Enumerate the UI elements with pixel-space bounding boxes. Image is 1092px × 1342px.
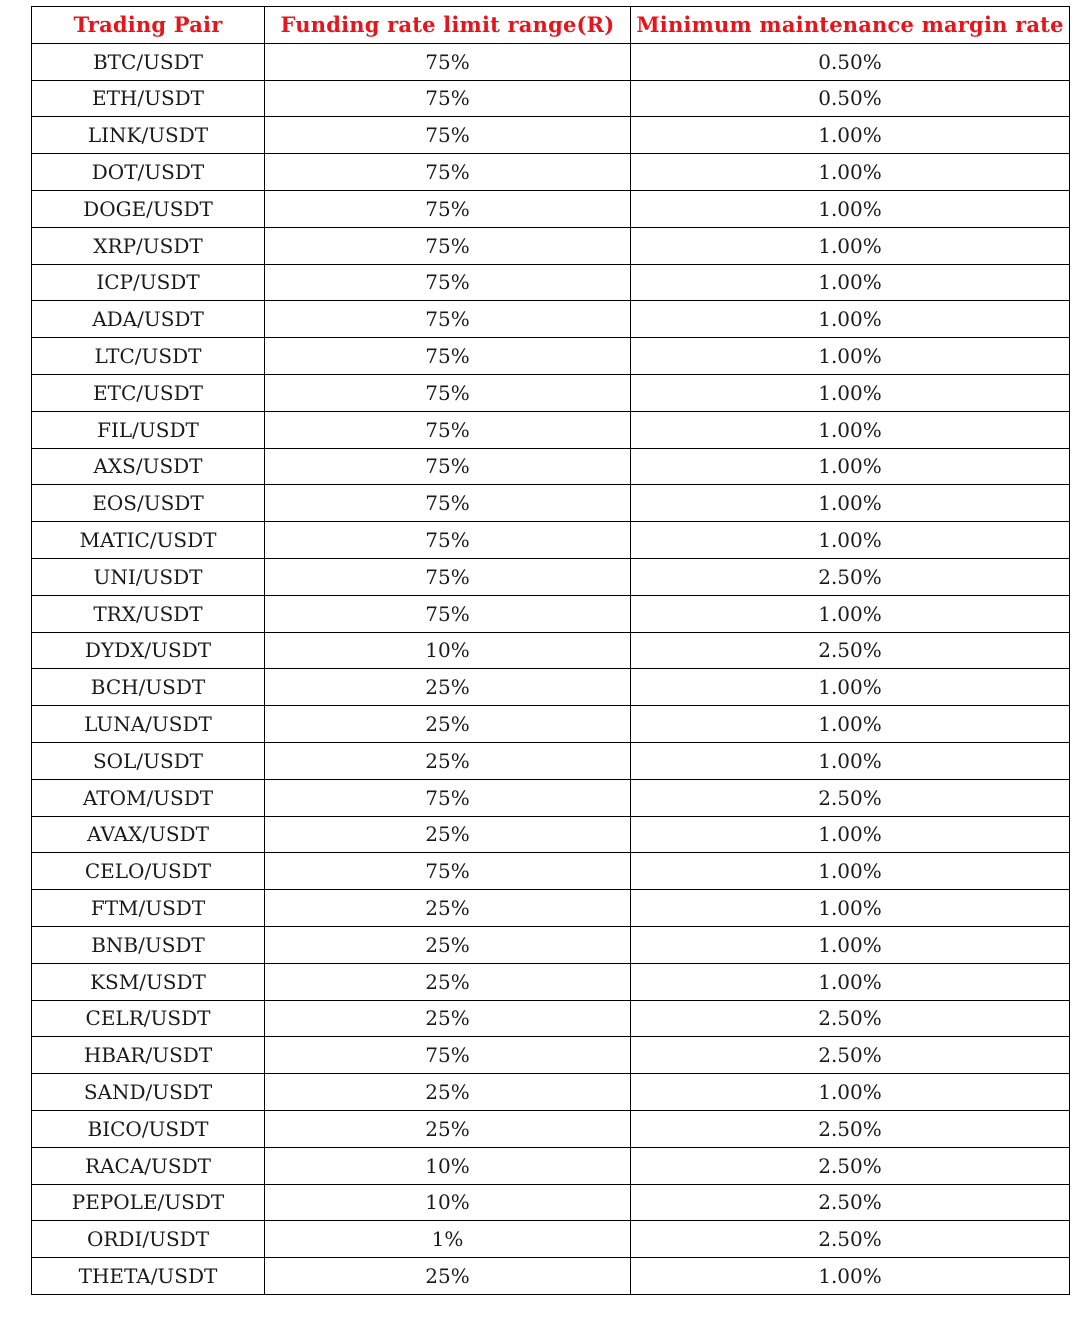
- cell-min-maintenance-margin: 1.00%: [631, 1074, 1070, 1111]
- table-row: [32, 227, 1070, 264]
- cell-min-maintenance-margin: 2.50%: [631, 1000, 1070, 1037]
- cell-min-maintenance-margin: 1.00%: [631, 264, 1070, 301]
- cell-funding-rate-limit: 25%: [265, 706, 631, 743]
- table-row: [32, 558, 1070, 595]
- cell-trading-pair: AXS/USDT: [32, 448, 265, 485]
- cell-trading-pair: ADA/USDT: [32, 301, 265, 338]
- cell-min-maintenance-margin: 1.00%: [631, 742, 1070, 779]
- cell-trading-pair: DOT/USDT: [32, 154, 265, 191]
- cell-trading-pair: FTM/USDT: [32, 890, 265, 927]
- table-row: [32, 522, 1070, 559]
- table-row: [32, 963, 1070, 1000]
- cell-min-maintenance-margin: 1.00%: [631, 706, 1070, 743]
- cell-funding-rate-limit: 75%: [265, 154, 631, 191]
- cell-min-maintenance-margin: 1.00%: [631, 853, 1070, 890]
- funding-rate-table: [31, 6, 1070, 1295]
- cell-trading-pair: ETC/USDT: [32, 374, 265, 411]
- table-row: [32, 1037, 1070, 1074]
- cell-min-maintenance-margin: 1.00%: [631, 154, 1070, 191]
- cell-min-maintenance-margin: 2.50%: [631, 1110, 1070, 1147]
- table-row: [32, 1074, 1070, 1111]
- cell-funding-rate-limit: 25%: [265, 890, 631, 927]
- table-row: [32, 374, 1070, 411]
- table-row: [32, 1000, 1070, 1037]
- cell-funding-rate-limit: 1%: [265, 1221, 631, 1258]
- cell-funding-rate-limit: 75%: [265, 338, 631, 375]
- table-row: [32, 190, 1070, 227]
- table-row: [32, 1184, 1070, 1221]
- table-row: [32, 411, 1070, 448]
- cell-min-maintenance-margin: 2.50%: [631, 1221, 1070, 1258]
- cell-trading-pair: DOGE/USDT: [32, 190, 265, 227]
- table-row: [32, 117, 1070, 154]
- cell-min-maintenance-margin: 1.00%: [631, 816, 1070, 853]
- table-row: [32, 742, 1070, 779]
- cell-trading-pair: ETH/USDT: [32, 80, 265, 117]
- cell-trading-pair: THETA/USDT: [32, 1258, 265, 1295]
- table-row: [32, 301, 1070, 338]
- table-row: [32, 706, 1070, 743]
- table-row: [32, 264, 1070, 301]
- cell-funding-rate-limit: 10%: [265, 1184, 631, 1221]
- header-row: [32, 7, 1070, 44]
- cell-min-maintenance-margin: 2.50%: [631, 1184, 1070, 1221]
- table-row: [32, 80, 1070, 117]
- table-row: [32, 338, 1070, 375]
- cell-funding-rate-limit: 25%: [265, 926, 631, 963]
- cell-min-maintenance-margin: 1.00%: [631, 374, 1070, 411]
- cell-funding-rate-limit: 75%: [265, 227, 631, 264]
- cell-min-maintenance-margin: 1.00%: [631, 190, 1070, 227]
- cell-trading-pair: LTC/USDT: [32, 338, 265, 375]
- table-row: [32, 1110, 1070, 1147]
- cell-funding-rate-limit: 75%: [265, 779, 631, 816]
- cell-trading-pair: SAND/USDT: [32, 1074, 265, 1111]
- cell-funding-rate-limit: 25%: [265, 1074, 631, 1111]
- cell-min-maintenance-margin: 2.50%: [631, 632, 1070, 669]
- cell-trading-pair: MATIC/USDT: [32, 522, 265, 559]
- cell-funding-rate-limit: 25%: [265, 963, 631, 1000]
- cell-trading-pair: UNI/USDT: [32, 558, 265, 595]
- cell-trading-pair: ATOM/USDT: [32, 779, 265, 816]
- cell-funding-rate-limit: 75%: [265, 190, 631, 227]
- cell-funding-rate-limit: 25%: [265, 1000, 631, 1037]
- cell-trading-pair: CELR/USDT: [32, 1000, 265, 1037]
- cell-funding-rate-limit: 75%: [265, 411, 631, 448]
- cell-funding-rate-limit: 10%: [265, 1147, 631, 1184]
- cell-funding-rate-limit: 75%: [265, 80, 631, 117]
- table-row: [32, 485, 1070, 522]
- table-row: [32, 154, 1070, 191]
- cell-trading-pair: EOS/USDT: [32, 485, 265, 522]
- cell-min-maintenance-margin: 1.00%: [631, 522, 1070, 559]
- cell-min-maintenance-margin: 1.00%: [631, 448, 1070, 485]
- cell-trading-pair: BTC/USDT: [32, 43, 265, 80]
- table-row: [32, 632, 1070, 669]
- cell-funding-rate-limit: 25%: [265, 669, 631, 706]
- cell-trading-pair: SOL/USDT: [32, 742, 265, 779]
- cell-min-maintenance-margin: 2.50%: [631, 1147, 1070, 1184]
- cell-min-maintenance-margin: 0.50%: [631, 43, 1070, 80]
- header-trading-pair: Trading Pair: [32, 7, 265, 44]
- cell-funding-rate-limit: 75%: [265, 558, 631, 595]
- cell-funding-rate-limit: 25%: [265, 1110, 631, 1147]
- cell-trading-pair: LUNA/USDT: [32, 706, 265, 743]
- cell-trading-pair: LINK/USDT: [32, 117, 265, 154]
- cell-funding-rate-limit: 25%: [265, 1258, 631, 1295]
- cell-trading-pair: DYDX/USDT: [32, 632, 265, 669]
- cell-funding-rate-limit: 75%: [265, 43, 631, 80]
- cell-min-maintenance-margin: 1.00%: [631, 890, 1070, 927]
- cell-funding-rate-limit: 75%: [265, 374, 631, 411]
- cell-funding-rate-limit: 75%: [265, 448, 631, 485]
- cell-min-maintenance-margin: 1.00%: [631, 301, 1070, 338]
- cell-min-maintenance-margin: 2.50%: [631, 779, 1070, 816]
- table-row: [32, 1147, 1070, 1184]
- table-row: [32, 669, 1070, 706]
- table-row: [32, 853, 1070, 890]
- cell-trading-pair: ORDI/USDT: [32, 1221, 265, 1258]
- cell-min-maintenance-margin: 1.00%: [631, 926, 1070, 963]
- table-row: [32, 926, 1070, 963]
- cell-trading-pair: BNB/USDT: [32, 926, 265, 963]
- cell-min-maintenance-margin: 2.50%: [631, 558, 1070, 595]
- table-body: [32, 43, 1070, 1294]
- table-row: [32, 43, 1070, 80]
- table-row: [32, 1221, 1070, 1258]
- cell-min-maintenance-margin: 1.00%: [631, 1258, 1070, 1295]
- header-min-maintenance-margin: Minimum maintenance margin rate: [631, 7, 1070, 44]
- cell-trading-pair: FIL/USDT: [32, 411, 265, 448]
- table-row: [32, 890, 1070, 927]
- cell-trading-pair: HBAR/USDT: [32, 1037, 265, 1074]
- cell-min-maintenance-margin: 2.50%: [631, 1037, 1070, 1074]
- cell-trading-pair: RACA/USDT: [32, 1147, 265, 1184]
- cell-funding-rate-limit: 75%: [265, 853, 631, 890]
- table-row: [32, 779, 1070, 816]
- cell-trading-pair: ICP/USDT: [32, 264, 265, 301]
- cell-trading-pair: TRX/USDT: [32, 595, 265, 632]
- table-header: [32, 7, 1070, 44]
- cell-trading-pair: CELO/USDT: [32, 853, 265, 890]
- table-row: [32, 1258, 1070, 1295]
- cell-trading-pair: KSM/USDT: [32, 963, 265, 1000]
- cell-trading-pair: BCH/USDT: [32, 669, 265, 706]
- cell-trading-pair: XRP/USDT: [32, 227, 265, 264]
- cell-trading-pair: BICO/USDT: [32, 1110, 265, 1147]
- cell-min-maintenance-margin: 1.00%: [631, 485, 1070, 522]
- cell-funding-rate-limit: 10%: [265, 632, 631, 669]
- header-funding-rate-limit: Funding rate limit range(R): [265, 7, 631, 44]
- table-row: [32, 816, 1070, 853]
- cell-trading-pair: AVAX/USDT: [32, 816, 265, 853]
- cell-funding-rate-limit: 75%: [265, 522, 631, 559]
- cell-min-maintenance-margin: 1.00%: [631, 338, 1070, 375]
- cell-min-maintenance-margin: 1.00%: [631, 227, 1070, 264]
- cell-min-maintenance-margin: 1.00%: [631, 411, 1070, 448]
- cell-min-maintenance-margin: 1.00%: [631, 669, 1070, 706]
- cell-funding-rate-limit: 75%: [265, 301, 631, 338]
- cell-funding-rate-limit: 75%: [265, 264, 631, 301]
- cell-min-maintenance-margin: 0.50%: [631, 80, 1070, 117]
- cell-min-maintenance-margin: 1.00%: [631, 117, 1070, 154]
- table-row: [32, 448, 1070, 485]
- cell-funding-rate-limit: 75%: [265, 1037, 631, 1074]
- cell-funding-rate-limit: 25%: [265, 816, 631, 853]
- table-row: [32, 595, 1070, 632]
- cell-min-maintenance-margin: 1.00%: [631, 963, 1070, 1000]
- cell-funding-rate-limit: 75%: [265, 595, 631, 632]
- cell-funding-rate-limit: 75%: [265, 117, 631, 154]
- cell-funding-rate-limit: 25%: [265, 742, 631, 779]
- cell-trading-pair: PEPOLE/USDT: [32, 1184, 265, 1221]
- cell-funding-rate-limit: 75%: [265, 485, 631, 522]
- cell-min-maintenance-margin: 1.00%: [631, 595, 1070, 632]
